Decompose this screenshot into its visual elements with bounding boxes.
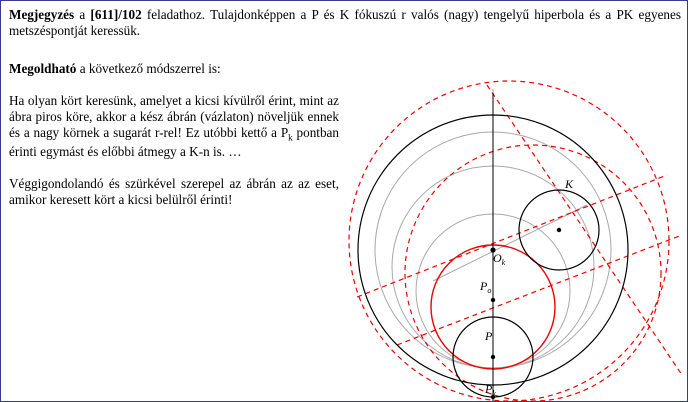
paragraph-consider: Véggigondolandó és szürkével szerepel az ábrán az az eset, amikor keresett kört a kicsi belülről érinti! — [9, 175, 339, 208]
paragraph-method-subscript: k — [288, 132, 293, 143]
paragraph-method-part2: pontban érinti egymást és előbbi átmegy a K-n is. … — [9, 125, 339, 159]
paragraph-solvable-text: a következő módszerrel is: — [76, 61, 221, 76]
paragraph-note-lead: Megjegyzés — [9, 7, 75, 22]
point-label-Ok: $O_k$ — [493, 251, 506, 267]
paragraph-solvable — [9, 61, 339, 77]
point-label-P: P — [485, 329, 493, 343]
black-construction-group — [358, 93, 628, 401]
text-column — [9, 61, 339, 219]
point-label-K: K — [565, 177, 574, 191]
paragraph-note-after-ref: feladathoz. Tulajdonképpen a P és K fókuszú r valós (nagy) tengelyű hiperbola és a PK egyenes metszéspontját keressük. — [9, 7, 681, 39]
figure-container — [337, 45, 685, 401]
problem-reference: [611]/102 — [90, 7, 142, 22]
point-label-Pk: $P_k$ — [485, 382, 496, 398]
paragraph-note-before-ref: a — [74, 7, 91, 22]
paragraph-method-part1: Ha olyan kört keresünk, amelyet a kicsi kívülről érint, mint az ábra piros köre, akkor a kész ábrán (vázlaton) növeljük ennek és a nagy körnek a sugarát r-rel! Ez utóbbi kettő a P — [9, 93, 339, 141]
paragraph-solvable-lead: Megoldható — [9, 61, 77, 76]
paragraph-note — [9, 7, 681, 39]
point-label-Po: $P_o$ — [480, 279, 492, 295]
paragraph-method — [9, 93, 339, 160]
red-dashed-group — [349, 81, 682, 401]
